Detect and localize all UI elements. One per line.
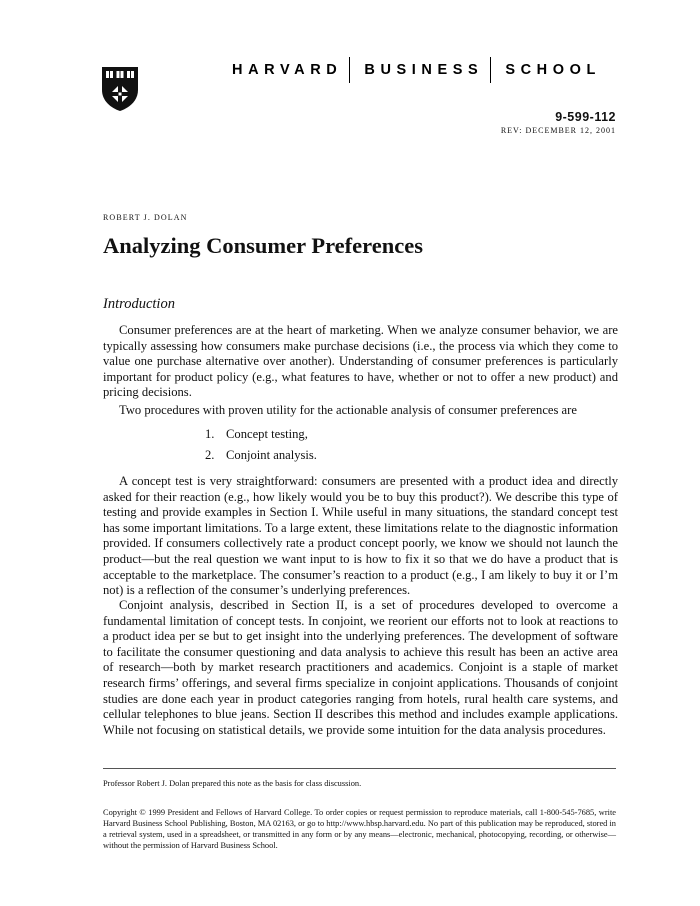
list-item (205, 427, 317, 448)
document-title: Analyzing Consumer Preferences (103, 233, 423, 258)
masthead (232, 57, 622, 83)
document-number: 9-599-112 (555, 110, 616, 124)
copyright-notice: Copyright © 1999 President and Fellows of Harvard College. To order copies or request permission to reproduce materials, call 1-800-545-7685, write Harvard Business School Publishing, Boston, MA 02163, or go to http://www.hbsp.harvard.edu. No part of this publication may be reproduced, stored in a retrieval system, used in a spreadsheet, or transmitted in any form or by any means—electronic, mechanical, photocopying, recording, or otherwise—without the permission of Harvard Business School. (103, 808, 616, 850)
masthead-divider (490, 57, 491, 83)
list-item-text: Concept testing, (226, 427, 308, 441)
list-item (205, 448, 317, 469)
list-item-number: 2. (205, 448, 215, 462)
list-item-text: Conjoint analysis. (226, 448, 317, 462)
paragraph-1: Consumer preferences are at the heart of marketing. When we analyze consumer behavior, we are typically assessing how consumers make purchase decisions (i.e., the process via which they come to value one purchase alternative over another). Understanding of consumer preferences is particularly important for product policy (e.g., what features to have, whether or not to offer a new product) and pricing decisions. (103, 323, 618, 400)
paragraph-4: Conjoint analysis, described in Section II, is a set of procedures developed to overcome a fundamental limitation of concept tests. In conjoint, we reorient our efforts not to look at reactions to a product idea per se but to get insight into the underlying preferences. The development of software to facilitate the consumer questioning and data analysis to achieve this result has been an active area of research—both by market research practitioners and academics. Conjoint is a staple of market research firms’ offerings, and several firms specialize in conjoint applications. Thousands of conjoint studies are done each year in product categories ranging from hotels, rural health care systems, and cellular telephones to blue jeans. Section II describes this method and includes example applications. While not focusing on statistical details, we provide some intuition for the data analysis procedures. (103, 598, 618, 737)
masthead-word-business: BUSINESS (364, 62, 484, 78)
paragraph-3: A concept test is very straightforward: consumers are presented with a product idea and directly asked for their reaction (e.g., how likely would you be to buy this product?). We describe this type of testing and provide examples in Section I. While useful in many situations, the standard concept test has some important limitations. To a large extent, these limitations relate to the diagnostic information provided. If consumers collectively rate a product concept poorly, we know we should not launch the product—but the real question we want input to is how to fix it so that we do have a product that is acceptable to the marketplace. The consumer’s reaction to a product (e.g., I am likely to buy it or I’m not) is a reflection of the consumer’s underlying preferences. (103, 474, 618, 598)
author-name: ROBERT J. DOLAN (103, 213, 188, 222)
footnote: Professor Robert J. Dolan prepared this note as the basis for class discussion. (103, 779, 362, 788)
masthead-word-harvard: HARVARD (232, 62, 343, 78)
masthead-word-school: SCHOOL (505, 62, 601, 78)
procedure-list (205, 427, 317, 469)
paragraph-2: Two procedures with proven utility for the actionable analysis of consumer preferences are (119, 403, 577, 417)
revision-date: REV: DECEMBER 12, 2001 (500, 126, 616, 135)
list-item-number: 1. (205, 427, 215, 441)
masthead-divider (349, 57, 350, 83)
harvard-shield-logo (101, 66, 139, 112)
footnote-divider (103, 768, 616, 769)
section-heading: Introduction (103, 296, 175, 312)
